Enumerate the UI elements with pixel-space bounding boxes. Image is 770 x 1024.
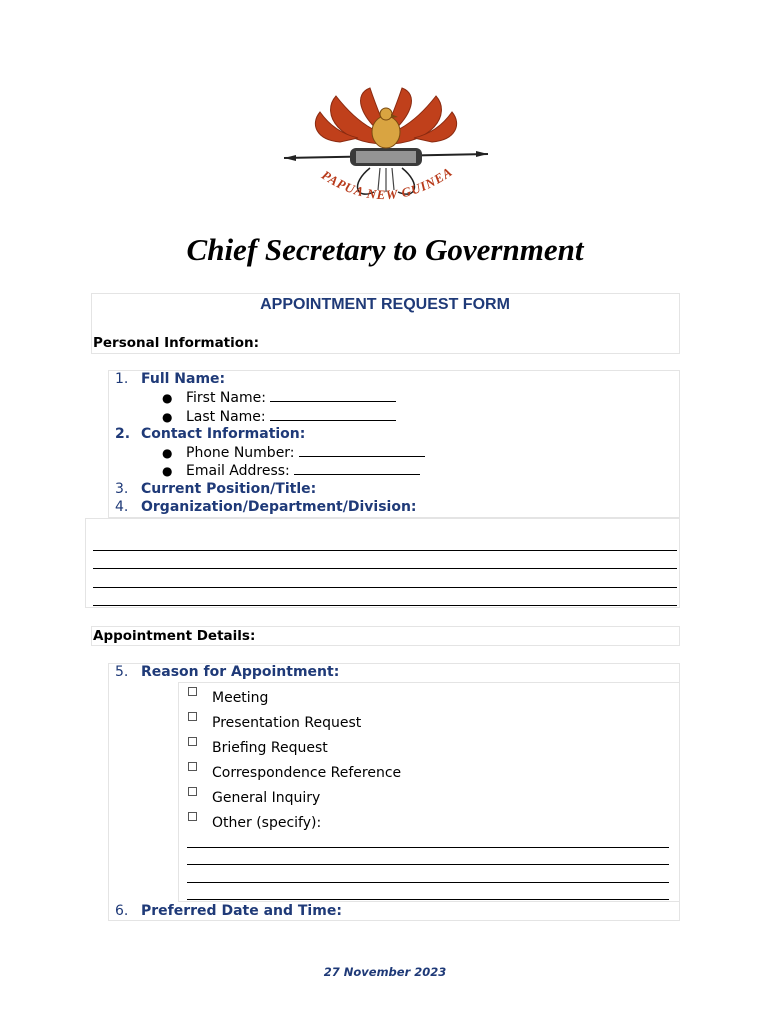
government-title: Chief Secretary to Government [186, 232, 584, 267]
writing-line [93, 550, 677, 551]
writing-line [93, 587, 677, 588]
option-correspondence-reference: Correspondence Reference [212, 765, 402, 781]
writing-lines-box[interactable] [85, 518, 680, 608]
checkbox-correspondence-reference[interactable] [188, 762, 197, 771]
checkbox-other[interactable] [188, 812, 197, 821]
first-name-field[interactable]: ● First Name: [162, 389, 396, 406]
item-contact-info: 2. Contact Information: [115, 426, 306, 442]
form-title: APPOINTMENT REQUEST FORM [260, 296, 510, 313]
checkbox-presentation-request[interactable] [188, 712, 197, 721]
png-emblem-logo [280, 84, 492, 216]
other-specify-line[interactable] [187, 882, 669, 883]
item-full-name: 1. Full Name: [115, 371, 226, 387]
last-name-field[interactable]: ● Last Name: [162, 408, 396, 425]
other-specify-line[interactable] [187, 864, 669, 865]
other-specify-line[interactable] [187, 847, 669, 848]
writing-line [93, 568, 677, 569]
checkbox-meeting[interactable] [188, 687, 197, 696]
svg-text:PAPUA NEW GUINEA: PAPUA NEW GUINEA [318, 163, 456, 203]
item-organization: 4. Organization/Department/Division: [115, 499, 417, 515]
email-address-field[interactable]: ● Email Address: [162, 462, 420, 479]
option-meeting: Meeting [212, 690, 269, 706]
personal-info-heading: Personal Information: [93, 335, 260, 351]
appointment-details-heading: Appointment Details: [93, 628, 256, 644]
item-position-title: 3. Current Position/Title: [115, 481, 317, 497]
item-reason: 5. Reason for Appointment: [115, 664, 340, 680]
checkbox-briefing-request[interactable] [188, 737, 197, 746]
writing-line [93, 605, 677, 606]
option-presentation-request: Presentation Request [212, 715, 362, 731]
phone-number-field[interactable]: ● Phone Number: [162, 444, 425, 461]
item-preferred-date-time: 6. Preferred Date and Time: [115, 903, 342, 919]
footer-date: 27 November 2023 [323, 965, 447, 979]
option-briefing-request: Briefing Request [212, 740, 328, 756]
checkbox-general-inquiry[interactable] [188, 787, 197, 796]
other-specify-line[interactable] [187, 899, 669, 900]
option-general-inquiry: General Inquiry [212, 790, 321, 806]
option-other: Other (specify): [212, 815, 322, 831]
